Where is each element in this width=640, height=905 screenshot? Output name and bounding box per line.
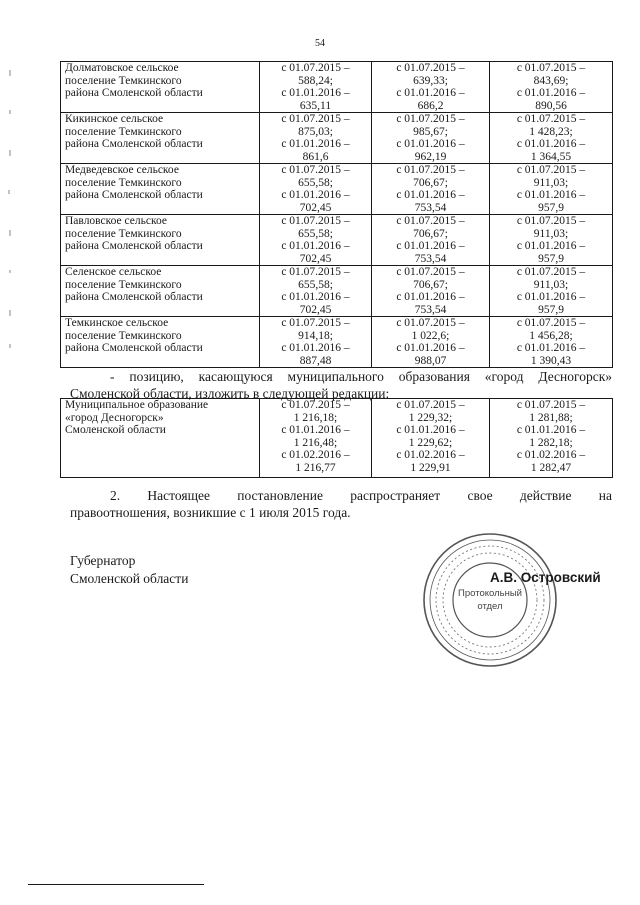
tariff-value: 686,2 bbox=[417, 99, 444, 112]
signatory-title bbox=[70, 552, 188, 588]
tariff-date: с 01.01.2016 – bbox=[516, 189, 586, 201]
settlement-name: района Смоленской области bbox=[65, 291, 203, 303]
tariff-date: с 01.07.2015 – bbox=[396, 62, 465, 74]
tariff-value: 702,45 bbox=[299, 201, 332, 214]
settlement-name-cell bbox=[61, 266, 260, 317]
page-number: 54 bbox=[315, 38, 325, 49]
tariff-date: с 01.01.2016 – bbox=[281, 87, 350, 99]
tariff-value: 1 456,28; bbox=[529, 329, 573, 342]
tariff-cell bbox=[490, 62, 613, 113]
tariff-date: с 01.01.2016 – bbox=[516, 291, 586, 303]
position-paragraph bbox=[70, 368, 612, 402]
tariff-value: 706,67; bbox=[413, 176, 448, 189]
tariff-value: 890,56 bbox=[535, 99, 567, 112]
tariff-date: с 01.01.2016 – bbox=[281, 138, 350, 150]
tariff-date: с 01.07.2015 – bbox=[281, 266, 350, 278]
binding-margin-marks bbox=[6, 70, 14, 350]
tariff-cell bbox=[372, 164, 490, 215]
tariff-date: с 01.07.2015 – bbox=[516, 266, 586, 278]
signatory-name: А.В. Островский bbox=[490, 570, 601, 585]
tariff-value: 914,18; bbox=[298, 329, 333, 342]
tariff-date: с 01.02.2016 – bbox=[281, 449, 350, 461]
tariff-date: с 01.07.2015 – bbox=[396, 113, 465, 125]
settlement-name-cell bbox=[61, 62, 260, 113]
tariff-date: с 01.07.2015 – bbox=[516, 164, 586, 176]
tariff-cell bbox=[372, 266, 490, 317]
tariff-cell bbox=[260, 215, 372, 266]
tariff-value: 911,03; bbox=[533, 176, 569, 189]
tariff-value: 911,03; bbox=[533, 278, 569, 291]
paragraph-line: 2. Настоящее постановление распространяет свое действие на bbox=[110, 488, 612, 503]
tariff-cell bbox=[372, 317, 490, 368]
tariff-date: с 01.07.2015 – bbox=[396, 164, 465, 176]
settlement-name-cell bbox=[61, 113, 260, 164]
settlement-name: Медведевское сельское bbox=[65, 164, 179, 176]
tariff-value: 702,45 bbox=[299, 252, 332, 265]
settlement-name-cell bbox=[61, 215, 260, 266]
tariff-value: 1 229,32; bbox=[408, 411, 453, 424]
settlement-name: Кикинское сельское bbox=[65, 113, 164, 125]
tariff-date: с 01.07.2015 – bbox=[281, 215, 350, 227]
tariff-value: 655,58; bbox=[298, 227, 333, 240]
settlement-name: Павловское сельское bbox=[65, 215, 167, 227]
tariff-value: 1 229,62; bbox=[408, 436, 453, 449]
tariff-value: 1 390,43 bbox=[530, 354, 572, 367]
tariff-cell bbox=[372, 399, 490, 478]
settlement-name: района Смоленской области bbox=[65, 342, 203, 354]
tariff-value: 957,9 bbox=[538, 252, 564, 265]
tariff-value: 655,58; bbox=[298, 278, 333, 291]
tariff-value: 1 282,47 bbox=[530, 461, 572, 474]
tariff-cell bbox=[260, 164, 372, 215]
tariff-value: 702,45 bbox=[299, 303, 332, 316]
table-row bbox=[61, 317, 613, 368]
tariff-value: 635,11 bbox=[299, 99, 332, 112]
settlement-name: поселение Темкинского bbox=[65, 329, 182, 342]
table-row bbox=[61, 113, 613, 164]
tariff-value: 988,07 bbox=[414, 354, 447, 367]
tariff-value: 753,54 bbox=[414, 201, 447, 214]
tariff-date: с 01.01.2016 – bbox=[396, 342, 465, 354]
tariff-value: 1 229,91 bbox=[410, 461, 451, 474]
settlement-name: поселение Темкинского bbox=[65, 125, 182, 138]
signatory-position: Губернатор bbox=[70, 553, 136, 568]
tariff-cell bbox=[490, 399, 613, 478]
tariff-date: с 01.07.2015 – bbox=[281, 113, 350, 125]
tariff-date: с 01.01.2016 – bbox=[516, 240, 586, 252]
tariff-date: с 01.07.2015 – bbox=[516, 215, 586, 227]
tariff-value: 887,48 bbox=[299, 354, 332, 367]
tariff-cell bbox=[260, 62, 372, 113]
tariff-value: 843,69; bbox=[533, 74, 569, 87]
settlement-name: Темкинское сельское bbox=[65, 317, 169, 329]
settlement-name-cell bbox=[61, 164, 260, 215]
tariff-value: 911,03; bbox=[533, 227, 569, 240]
tariff-cell bbox=[490, 317, 613, 368]
tariff-date: с 01.01.2016 – bbox=[516, 87, 586, 99]
tariff-date: с 01.07.2015 – bbox=[281, 62, 350, 74]
table-row bbox=[61, 164, 613, 215]
settlement-name: поселение Темкинского bbox=[65, 227, 182, 240]
tariff-date: с 01.01.2016 – bbox=[281, 291, 350, 303]
tariff-date: с 01.07.2015 – bbox=[396, 266, 465, 278]
settlement-name-cell bbox=[61, 317, 260, 368]
tariff-value: 1 216,77 bbox=[295, 461, 336, 474]
settlement-name: района Смоленской области bbox=[65, 189, 203, 201]
tariff-value: 655,58; bbox=[298, 176, 333, 189]
tariff-value: 957,9 bbox=[538, 201, 564, 214]
tariff-value: 588,24; bbox=[298, 74, 333, 87]
tariff-date: с 01.01.2016 – bbox=[281, 240, 350, 252]
tariff-date: с 01.01.2016 – bbox=[281, 189, 350, 201]
tariff-date: с 01.01.2016 – bbox=[396, 291, 465, 303]
municipality-name-cell bbox=[61, 399, 260, 478]
tariff-value: 1 364,55 bbox=[530, 150, 572, 163]
tariff-value: 706,67; bbox=[413, 227, 448, 240]
tariff-cell bbox=[490, 215, 613, 266]
tariff-cell bbox=[260, 399, 372, 478]
official-stamp bbox=[420, 530, 560, 670]
paragraph-line: Смоленской области, изложить в следующей редакции: bbox=[70, 386, 390, 401]
tariff-date: с 01.01.2016 – bbox=[516, 138, 586, 150]
tariff-table-settlements bbox=[60, 61, 613, 368]
tariff-cell bbox=[372, 62, 490, 113]
tariff-value: 706,67; bbox=[413, 278, 448, 291]
tariff-value: 1 281,88; bbox=[529, 411, 573, 424]
paragraph-line: правоотношения, возникшие с 1 июля 2015 года. bbox=[70, 505, 351, 520]
tariff-value: 1 022,6; bbox=[411, 329, 450, 342]
paragraph-line: - позицию, касающуюся муниципального образования «город Десногорск» bbox=[110, 369, 612, 384]
table-row bbox=[61, 62, 613, 113]
tariff-cell bbox=[260, 317, 372, 368]
tariff-date: с 01.07.2015 – bbox=[281, 399, 350, 411]
tariff-cell bbox=[490, 164, 613, 215]
tariff-value: 962,19 bbox=[414, 150, 447, 163]
settlement-name: поселение Темкинского bbox=[65, 176, 182, 189]
tariff-value: 957,9 bbox=[538, 303, 564, 316]
tariff-date: с 01.01.2016 – bbox=[396, 240, 465, 252]
tariff-value: 1 428,23; bbox=[529, 125, 573, 138]
tariff-date: с 01.07.2015 – bbox=[516, 317, 586, 329]
tariff-date: с 01.07.2015 – bbox=[516, 113, 586, 125]
tariff-value: 639,33; bbox=[413, 74, 448, 87]
tariff-date: с 01.01.2016 – bbox=[396, 87, 465, 99]
tariff-cell bbox=[260, 113, 372, 164]
settlement-name: района Смоленской области bbox=[65, 138, 203, 150]
settlement-name: поселение Темкинского bbox=[65, 278, 182, 291]
signatory-region: Смоленской области bbox=[70, 571, 189, 586]
municipality-name: «город Десногорск» bbox=[65, 411, 164, 424]
tariff-date: с 01.07.2015 – bbox=[396, 399, 465, 411]
municipality-name: Муниципальное образование bbox=[65, 399, 209, 411]
tariff-date: с 01.02.2016 – bbox=[516, 449, 586, 461]
table-row bbox=[61, 215, 613, 266]
tariff-value: 753,54 bbox=[414, 252, 447, 265]
tariff-value: 861,6 bbox=[302, 150, 329, 163]
tariff-date: с 01.07.2015 – bbox=[516, 399, 586, 411]
tariff-date: с 01.07.2015 – bbox=[281, 164, 350, 176]
tariff-date: с 01.01.2016 – bbox=[281, 342, 350, 354]
settlement-name: Селенское сельское bbox=[65, 266, 162, 278]
municipality-name: Смоленской области bbox=[65, 424, 166, 436]
stamp-label-line2: отдел bbox=[477, 601, 503, 612]
settlement-name: района Смоленской области bbox=[65, 87, 203, 99]
settlement-name: района Смоленской области bbox=[65, 240, 203, 252]
tariff-value: 1 282,18; bbox=[529, 436, 573, 449]
tariff-date: с 01.07.2015 – bbox=[281, 317, 350, 329]
tariff-date: с 01.07.2015 – bbox=[516, 62, 586, 74]
settlement-name: Долматовское сельское bbox=[65, 62, 179, 74]
tariff-date: с 01.02.2016 – bbox=[396, 449, 465, 461]
tariff-cell bbox=[490, 113, 613, 164]
tariff-cell bbox=[490, 266, 613, 317]
stamp-label-line1: Протокольный bbox=[458, 588, 522, 599]
tariff-cell bbox=[372, 215, 490, 266]
clause-2-paragraph bbox=[70, 487, 612, 521]
tariff-value: 875,03; bbox=[298, 125, 333, 138]
tariff-value: 985,67; bbox=[413, 125, 448, 138]
tariff-date: с 01.01.2016 – bbox=[396, 138, 465, 150]
tariff-cell bbox=[372, 113, 490, 164]
tariff-value: 1 216,18; bbox=[293, 411, 338, 424]
settlement-name: поселение Темкинского bbox=[65, 74, 182, 87]
tariff-date: с 01.01.2016 – bbox=[516, 424, 586, 436]
tariff-date: с 01.01.2016 – bbox=[396, 424, 465, 436]
tariff-value: 1 216,48; bbox=[293, 436, 338, 449]
table-row bbox=[61, 266, 613, 317]
tariff-date: с 01.01.2016 – bbox=[516, 342, 586, 354]
tariff-date: с 01.07.2015 – bbox=[396, 215, 465, 227]
tariff-table-desnogorsk bbox=[60, 398, 613, 478]
tariff-date: с 01.07.2015 – bbox=[396, 317, 465, 329]
tariff-date: с 01.01.2016 – bbox=[281, 424, 350, 436]
tariff-value: 753,54 bbox=[414, 303, 447, 316]
footnote-divider bbox=[28, 884, 204, 885]
table-row bbox=[61, 399, 613, 478]
tariff-date: с 01.01.2016 – bbox=[396, 189, 465, 201]
tariff-cell bbox=[260, 266, 372, 317]
